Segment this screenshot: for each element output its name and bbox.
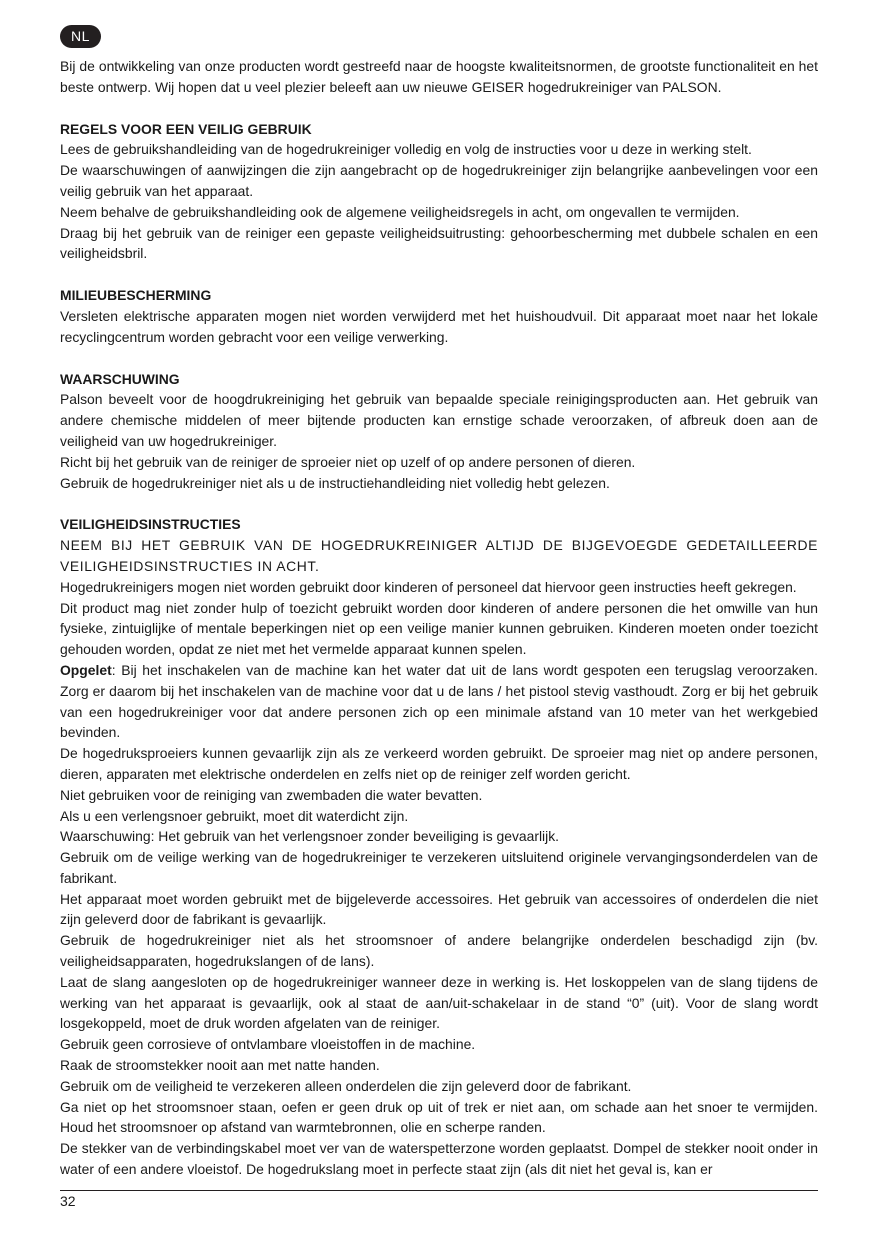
- language-badge: NL: [60, 25, 101, 48]
- paragraph: Gebruik de hogedrukreiniger niet als u de instructiehandleiding niet volledig hebt gelezen.: [60, 474, 610, 491]
- paragraph: Raak de stroomstekker nooit aan met natte handen.: [60, 1057, 380, 1074]
- section-heading-warning: WAARSCHUWING: [60, 370, 180, 387]
- page-number: 32: [60, 1193, 76, 1209]
- caution-paragraph: [60, 660, 818, 743]
- caution-text: : Bij het inschakelen van de machine kan het water dat uit de lans wordt gespoten een terugslag veroorzaken. Zorg er daarom bij het inschakelen van de machine voor dat u de lans / het pistool stevig vasthoudt. Zorg er bij het gebruik van een hogedrukreiniger voor dat andere personen zich op een minimale afstand van 10 meter van het werkgebied bevinden.: [60, 661, 818, 741]
- paragraph: De stekker van de verbindingskabel moet ver van de waterspetterzone worden geplaatst. Dompel de stekker nooit onder in water of een andere vloeistof. De hogedrukslang moet in perfecte staat zijn (als dit niet het geval is, kan er: [60, 1140, 818, 1178]
- footer-divider: [60, 1190, 818, 1191]
- paragraph: Palson beveelt voor de hoogdrukreiniging het gebruik van bepaalde speciale reinigingsproducten aan. Het gebruik van andere chemische middelen of meer bijtende producten kan ernstige schade veroorzaken, of afbreuk doen aan de veiligheid van uw hogedrukreiniger.: [60, 391, 818, 449]
- caution-label: Opgelet: [60, 661, 112, 678]
- document-body: [60, 56, 818, 1180]
- paragraph: Gebruik de hogedrukreiniger niet als het stroomsnoer of andere belangrijke onderdelen beschadigd zijn (bv. veiligheidsapparaten, hogedrukslangen of de lans).: [60, 932, 818, 970]
- paragraph: Lees de gebruikshandleiding van de hogedrukreiniger volledig en volg de instructies voor u deze in werking stelt.: [60, 141, 752, 158]
- paragraph: Het apparaat moet worden gebruikt met de bijgeleverde accessoires. Het gebruik van accessoires of onderdelen die niet zijn geleverd door de fabrikant is gevaarlijk.: [60, 890, 818, 928]
- intro-paragraph: Bij de ontwikkeling van onze producten wordt gestreefd naar de hoogste kwaliteitsnormen, de grootste functionaliteit en het beste ontwerp. Wij hopen dat u veel plezier beleeft aan uw nieuwe GEISER hogedrukreiniger van PALSON.: [60, 58, 818, 95]
- paragraph: Versleten elektrische apparaten mogen niet worden verwijderd met het huishoudvuil. Dit apparaat moet naar het lokale recyclingcentrum worden gebracht voor een veilige verwerking.: [60, 307, 818, 345]
- safety-caps-notice: NEEM BIJ HET GEBRUIK VAN DE HOGEDRUKREINIGER ALTIJD DE BIJGEVOEGDE GEDETAILLEERDE VEILIGHEIDSINSTRUCTIES IN ACHT.: [60, 537, 818, 574]
- paragraph: Gebruik om de veilige werking van de hogedrukreiniger te verzekeren uitsluitend originele vervangingsonderdelen van de fabrikant.: [60, 849, 818, 886]
- paragraph: Gebruik geen corrosieve of ontvlambare vloeistoffen in de machine.: [60, 1036, 476, 1053]
- paragraph: Als u een verlengsnoer gebruikt, moet dit waterdicht zijn.: [60, 807, 409, 824]
- paragraph: Dit product mag niet zonder hulp of toezicht gebruikt worden door kinderen of andere personen die het omwille van hun fysieke, zintuiglijke of mentale beperkingen niet op een veilige manier kunnen gebruiken. Kinderen moeten onder toezicht gehouden worden, opdat ze niet met het vermelde apparaat kunnen spelen.: [60, 599, 818, 658]
- section-heading-safety: VEILIGHEIDSINSTRUCTIES: [60, 516, 241, 533]
- section-heading-environment: MILIEUBESCHERMING: [60, 287, 212, 304]
- section-heading-rules: REGELS VOOR EEN VEILIG GEBRUIK: [60, 120, 312, 137]
- paragraph: Neem behalve de gebruikshandleiding ook de algemene veiligheidsregels in acht, om ongevallen te vermijden.: [60, 203, 740, 220]
- paragraph: Waarschuwing: Het gebruik van het verlengsnoer zonder beveiliging is gevaarlijk.: [60, 828, 560, 845]
- paragraph: Richt bij het gebruik van de reiniger de sproeier niet op uzelf of op andere personen of dieren.: [60, 453, 636, 470]
- paragraph: Niet gebruiken voor de reiniging van zwembaden die water bevatten.: [60, 786, 483, 803]
- paragraph: De waarschuwingen of aanwijzingen die zijn aangebracht op de hogedrukreiniger zijn belangrijke aanbevelingen voor een veilig gebruik van het apparaat.: [60, 162, 818, 199]
- paragraph: De hogedruksproeiers kunnen gevaarlijk zijn als ze verkeerd worden gebruikt. De sproeier mag niet op andere personen, dieren, apparaten met elektrische onderdelen en zelfs niet op de reiniger zelf worden gericht.: [60, 745, 818, 782]
- paragraph: Hogedrukreinigers mogen niet worden gebruikt door kinderen of personeel dat hiervoor geen instructies heeft gekregen.: [60, 578, 797, 595]
- paragraph: Ga niet op het stroomsnoer staan, oefen er geen druk op uit of trek er niet aan, om schade aan het snoer te vermijden. Houd het stroomsnoer op afstand van warmtebronnen, olie en scherpe randen.: [60, 1098, 818, 1136]
- paragraph: Laat de slang aangesloten op de hogedrukreiniger wanneer deze in werking is. Het loskoppelen van de slang tijdens de werking van het apparaat is gevaarlijk, ook al staat de aan/uit-schakelaar in de stand “0” (uit). Voor de slang wordt losgekoppeld, moet de druk worden afgelaten van de reiniger.: [60, 973, 818, 1032]
- paragraph: Gebruik om de veiligheid te verzekeren alleen onderdelen die zijn geleverd door de fabrikant.: [60, 1077, 632, 1094]
- paragraph: Draag bij het gebruik van de reiniger een gepaste veiligheidsuitrusting: gehoorbescherming met dubbele schalen en een veiligheidsbril.: [60, 224, 818, 262]
